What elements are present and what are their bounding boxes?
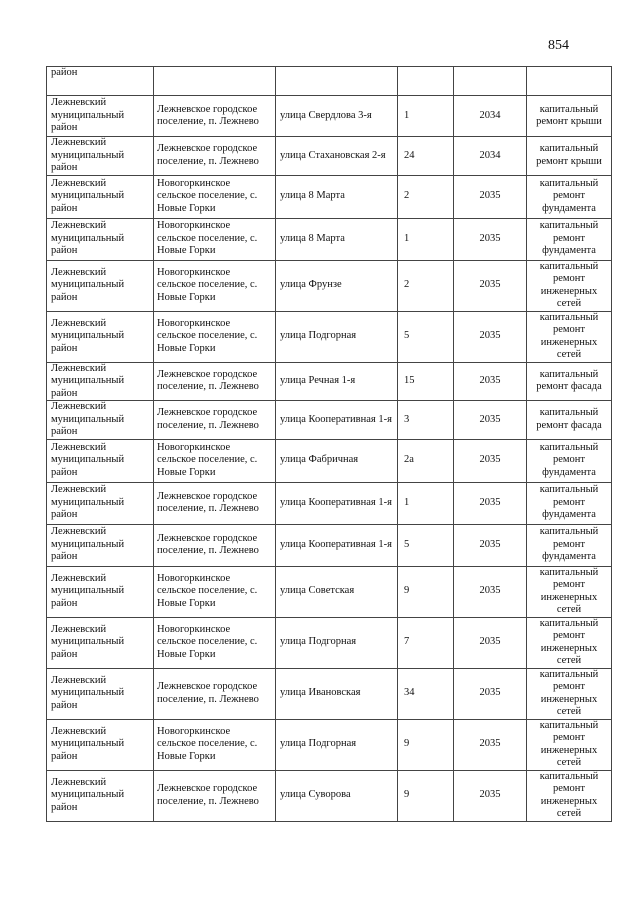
street-cell: улица Советская [276, 566, 398, 617]
year-cell: 2035 [454, 524, 527, 566]
settlement-cell: Лежневское городское поселение, п. Лежнево [154, 137, 276, 176]
table-row [47, 137, 612, 176]
work-type-cell: капитальный ремонт фасада [527, 362, 612, 401]
district-cell: Лежневский муниципальный район [47, 137, 154, 176]
work-type-cell: капитальный ремонт фундамента [527, 175, 612, 218]
work-type-cell: капитальный ремонт крыши [527, 137, 612, 176]
district-cell: Лежневский муниципальный район [47, 401, 154, 440]
year-cell: 2035 [454, 617, 527, 668]
year-cell: 2035 [454, 401, 527, 440]
year-cell: 2035 [454, 566, 527, 617]
settlement-cell: Лежневское городское поселение, п. Лежнево [154, 401, 276, 440]
street-cell: улица 8 Марта [276, 175, 398, 218]
table-row [47, 260, 612, 311]
year-cell: 2035 [454, 668, 527, 719]
street-cell: улица Речная 1-я [276, 362, 398, 401]
settlement-cell: Новогоркинское сельское поселение, с. Новые Горки [154, 218, 276, 260]
year-cell: 2035 [454, 175, 527, 218]
settlement-cell: Лежневское городское поселение, п. Лежнево [154, 770, 276, 821]
district-cell: район [47, 67, 154, 96]
settlement-cell [154, 67, 276, 96]
district-cell: Лежневский муниципальный район [47, 96, 154, 137]
table-row [47, 311, 612, 362]
district-cell: Лежневский муниципальный район [47, 311, 154, 362]
settlement-cell: Лежневское городское поселение, п. Лежнево [154, 362, 276, 401]
page-number: 854 [548, 38, 569, 53]
work-type-cell: капитальный ремонт фундамента [527, 439, 612, 482]
work-type-cell: капитальный ремонт крыши [527, 96, 612, 137]
settlement-cell: Новогоркинское сельское поселение, с. Новые Горки [154, 566, 276, 617]
work-type-cell [527, 67, 612, 96]
table-row [47, 96, 612, 137]
work-type-cell: капитальный ремонт инженерных сетей [527, 668, 612, 719]
house-number-cell [398, 67, 454, 96]
settlement-cell: Новогоркинское сельское поселение, с. Новые Горки [154, 617, 276, 668]
house-number-cell: 2а [398, 439, 454, 482]
street-cell: улица Фабричная [276, 439, 398, 482]
year-cell: 2035 [454, 439, 527, 482]
table-row [47, 566, 612, 617]
work-type-cell: капитальный ремонт инженерных сетей [527, 719, 612, 770]
district-cell: Лежневский муниципальный район [47, 482, 154, 524]
house-number-cell: 7 [398, 617, 454, 668]
street-cell: улица Подгорная [276, 719, 398, 770]
district-cell: Лежневский муниципальный район [47, 566, 154, 617]
house-number-cell: 1 [398, 482, 454, 524]
settlement-cell: Лежневское городское поселение, п. Лежнево [154, 668, 276, 719]
settlement-cell: Новогоркинское сельское поселение, с. Новые Горки [154, 719, 276, 770]
district-cell: Лежневский муниципальный район [47, 175, 154, 218]
district-cell: Лежневский муниципальный район [47, 770, 154, 821]
street-cell: улица Кооперативная 1-я [276, 401, 398, 440]
work-type-cell: капитальный ремонт инженерных сетей [527, 566, 612, 617]
year-cell: 2034 [454, 137, 527, 176]
year-cell: 2035 [454, 218, 527, 260]
house-number-cell: 3 [398, 401, 454, 440]
repair-schedule-table [46, 66, 612, 822]
house-number-cell: 15 [398, 362, 454, 401]
district-cell: Лежневский муниципальный район [47, 719, 154, 770]
year-cell: 2035 [454, 770, 527, 821]
work-type-cell: капитальный ремонт фундамента [527, 218, 612, 260]
year-cell: 2035 [454, 311, 527, 362]
settlement-cell: Лежневское городское поселение, п. Лежнево [154, 524, 276, 566]
house-number-cell: 5 [398, 524, 454, 566]
table-row [47, 719, 612, 770]
house-number-cell: 1 [398, 96, 454, 137]
house-number-cell: 5 [398, 311, 454, 362]
table-row [47, 668, 612, 719]
district-cell: Лежневский муниципальный район [47, 439, 154, 482]
street-cell [276, 67, 398, 96]
work-type-cell: капитальный ремонт фундамента [527, 524, 612, 566]
table-row [47, 524, 612, 566]
settlement-cell: Новогоркинское сельское поселение, с. Новые Горки [154, 311, 276, 362]
district-cell: Лежневский муниципальный район [47, 668, 154, 719]
work-type-cell: капитальный ремонт инженерных сетей [527, 617, 612, 668]
work-type-cell: капитальный ремонт инженерных сетей [527, 770, 612, 821]
year-cell [454, 67, 527, 96]
district-cell: Лежневский муниципальный район [47, 524, 154, 566]
table-row [47, 175, 612, 218]
settlement-cell: Новогоркинское сельское поселение, с. Новые Горки [154, 439, 276, 482]
work-type-cell: капитальный ремонт инженерных сетей [527, 311, 612, 362]
table-row [47, 482, 612, 524]
table-row [47, 439, 612, 482]
street-cell: улица Подгорная [276, 617, 398, 668]
house-number-cell: 2 [398, 260, 454, 311]
district-cell: Лежневский муниципальный район [47, 260, 154, 311]
work-type-cell: капитальный ремонт фасада [527, 401, 612, 440]
house-number-cell: 1 [398, 218, 454, 260]
year-cell: 2035 [454, 482, 527, 524]
house-number-cell: 24 [398, 137, 454, 176]
street-cell: улица Кооперативная 1-я [276, 524, 398, 566]
street-cell: улица Фрунзе [276, 260, 398, 311]
year-cell: 2035 [454, 362, 527, 401]
house-number-cell: 9 [398, 770, 454, 821]
year-cell: 2035 [454, 260, 527, 311]
district-cell: Лежневский муниципальный район [47, 362, 154, 401]
street-cell: улица Стахановская 2-я [276, 137, 398, 176]
street-cell: улица Суворова [276, 770, 398, 821]
district-cell: Лежневский муниципальный район [47, 617, 154, 668]
house-number-cell: 9 [398, 719, 454, 770]
settlement-cell: Лежневское городское поселение, п. Лежнево [154, 482, 276, 524]
work-type-cell: капитальный ремонт инженерных сетей [527, 260, 612, 311]
table-row [47, 218, 612, 260]
work-type-cell: капитальный ремонт фундамента [527, 482, 612, 524]
street-cell: улица Ивановская [276, 668, 398, 719]
year-cell: 2034 [454, 96, 527, 137]
settlement-cell: Новогоркинское сельское поселение, с. Новые Горки [154, 260, 276, 311]
table-row [47, 401, 612, 440]
house-number-cell: 34 [398, 668, 454, 719]
house-number-cell: 2 [398, 175, 454, 218]
table-row [47, 770, 612, 821]
year-cell: 2035 [454, 719, 527, 770]
house-number-cell: 9 [398, 566, 454, 617]
street-cell: улица 8 Марта [276, 218, 398, 260]
district-cell: Лежневский муниципальный район [47, 218, 154, 260]
table-row [47, 617, 612, 668]
street-cell: улица Подгорная [276, 311, 398, 362]
street-cell: улица Кооперативная 1-я [276, 482, 398, 524]
table-row [47, 362, 612, 401]
street-cell: улица Свердлова 3-я [276, 96, 398, 137]
table-row [47, 67, 612, 96]
settlement-cell: Лежневское городское поселение, п. Лежнево [154, 96, 276, 137]
settlement-cell: Новогоркинское сельское поселение, с. Новые Горки [154, 175, 276, 218]
